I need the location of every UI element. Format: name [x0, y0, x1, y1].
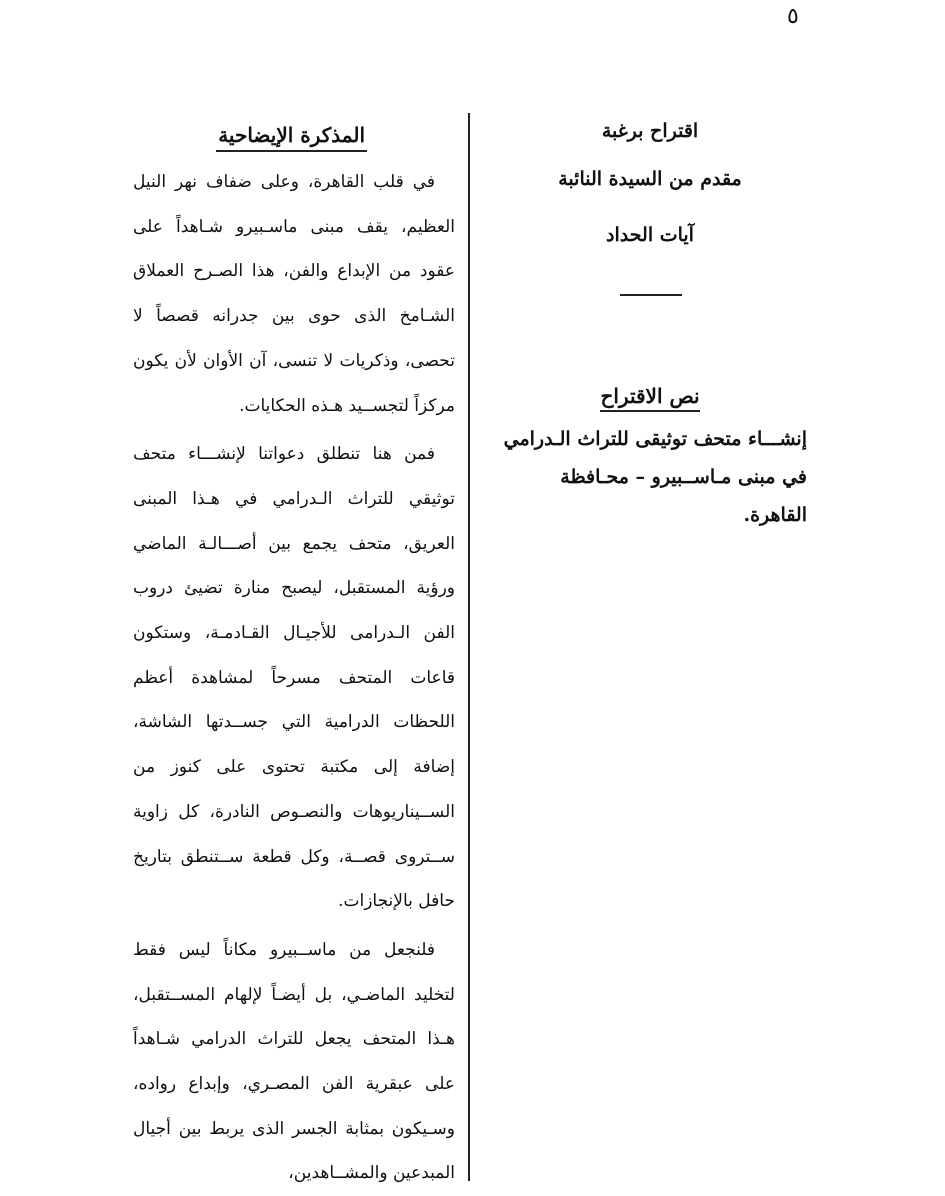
proposal-type: اقتراح برغبة	[601, 120, 699, 142]
proposal-submitter: مقدم من السيدة النائبة	[558, 168, 742, 190]
column-divider	[468, 113, 470, 1181]
memo-paragraph: في قلب القاهرة، وعلى ضفاف نهر النيل العظيم، يقف مبنى ماسـبيرو شـاهداً على عقود من الإبداع والفن، هذا الصـرح العملاق الشـامخ الذى حوى بين جدرانه قصصاً لا تحصى، وذكريات لا تنسى، آن الأوان لأن يكون مركزاً لتجســيد هـذه الحكايات.	[133, 172, 455, 416]
proposal-text-body: إنشـــاء متحف توثيقى للتراث الـدرامي في مبنى مـاســبيرو – محـافظة القاهرة.	[503, 428, 807, 526]
memo-title: المذكرة الإيضاحية	[216, 120, 367, 152]
proposal-author: آيات الحداد	[606, 224, 694, 246]
proposal-text-heading: نص الاقتراح	[600, 382, 700, 412]
page-number: ٥	[787, 4, 799, 29]
memo-paragraph: فمن هنا تنطلق دعواتنا لإنشـــاء متحف توثيقي للتراث الـدرامي في هـذا المبنى العريق، متحف يجمع بين أصـــالـة الماضي ورؤية المستقبل، ليصبح منارة تضيئ دروب الفن الـدرامى للأجيـال القـادمـة، وستكون قاعات المتحف مسرحاً لمشاهدة أعظم اللحظات الدرامية التي جســدتها الشاشة، إضافة إلى مكتبة تحتوى على كنوز من الســيناريوهات والنصـوص النادرة، كل زاوية ســتروى قصــة، وكل قطعة ســتنطق بتاريخ حافل بالإنجازات.	[133, 444, 455, 912]
memo-body	[133, 160, 455, 1196]
separator-rule	[620, 294, 682, 296]
memo-paragraph: فلنجعل من ماســبيرو مكاناً ليس فقط لتخليد الماضـي، بل أيضـاً لإلهام المســتقبل، هـذا المتحف يجعل للتراث الدرامي شـاهداً على عبقرية الفن المصـري، وإبداع رواده، وسـيكون بمثابة الجسر الذى يربط بين أجيال المبدعين والمشــاهدين،	[133, 939, 455, 1184]
